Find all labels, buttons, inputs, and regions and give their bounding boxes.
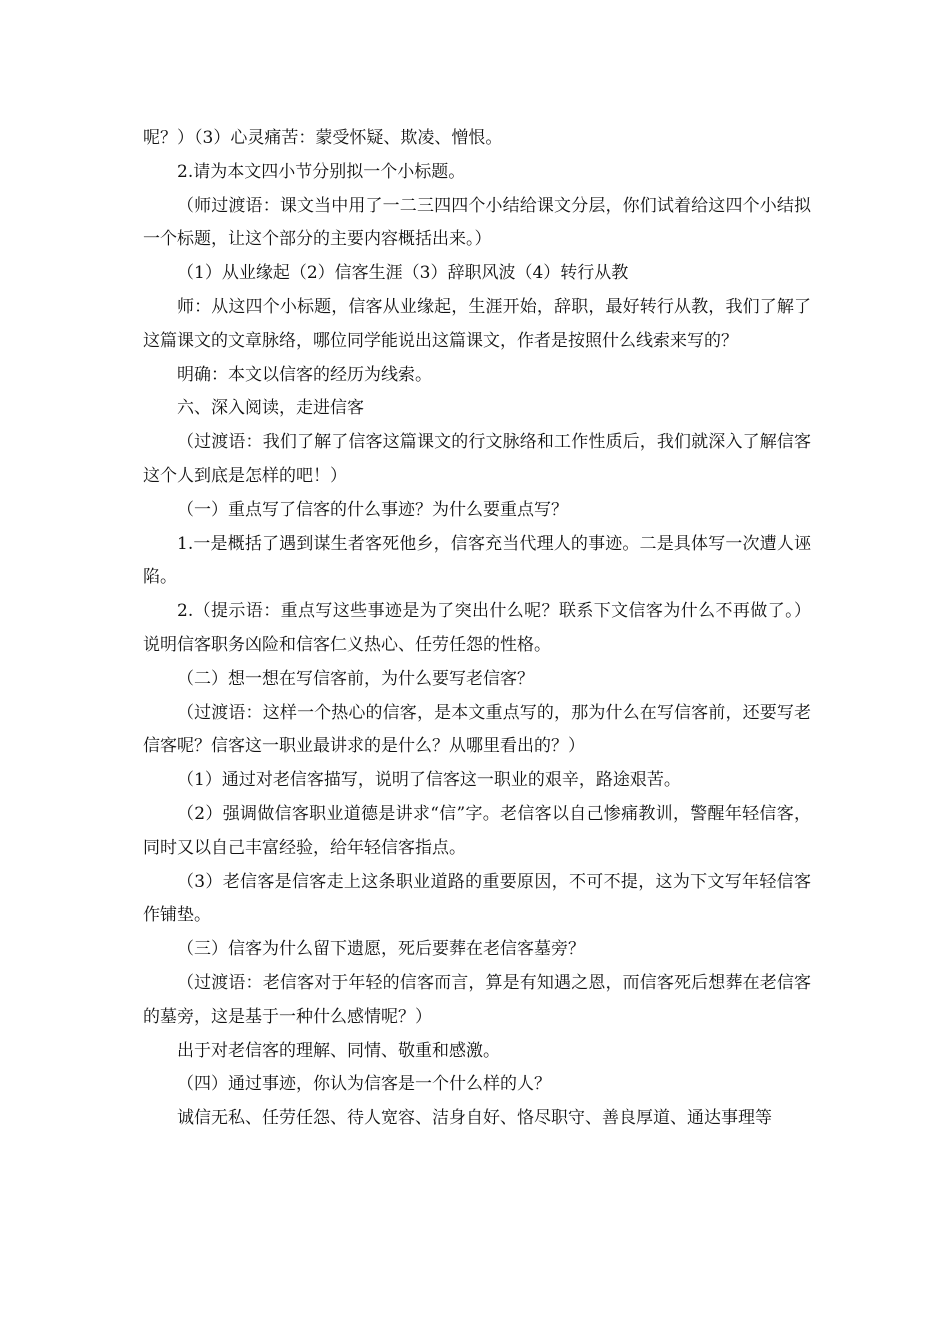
point-2: （2）强调做信客职业道德是讲求“信”字。老信客以自己惨痛教训，警醒年轻信客，同时又以自己丰富经验，给年轻信客指点。 — [143, 803, 811, 858]
document-body — [143, 122, 811, 1136]
answer-4: 诚信无私、任劳任怨、待人宽容、洁身自好、恪尽职守、善良厚道、通达事理等 — [177, 1108, 772, 1129]
teacher-transition-1: （师过渡语：课文当中用了一二三四四个小结给课文分层，你们试着给这四个小结拟一个标题，让这个部分的主要内容概括出来。） — [143, 195, 811, 250]
clarification: 明确：本文以信客的经历为线索。 — [177, 364, 432, 385]
question-part-2: （二）想一想在写信客前，为什么要写老信客？ — [177, 668, 534, 689]
question-2: 2.请为本文四小节分别拟一个小标题。 — [177, 161, 466, 182]
paragraph-continuation: 呢？）（3）心灵痛苦：蒙受怀疑、欺凌、憎恨。 — [143, 128, 503, 148]
point-1: （1）通过对老信客描写，说明了信客这一职业的艰辛，路途艰苦。 — [177, 770, 681, 791]
transition-2: （过渡语：我们了解了信客这篇课文的行文脉络和工作性质后，我们就深入了解信客这个人到底是怎样的吧！） — [143, 432, 811, 486]
answer-1: 1.一是概括了遇到谋生者客死他乡，信客充当代理人的事迹。二是具体写一次遭人诬陷。 — [143, 533, 811, 588]
question-part-3: （三）信客为什么留下遗愿，死后要葬在老信客墓旁？ — [177, 939, 585, 960]
answer-3: 出于对老信客的理解、同情、敬重和感激。 — [177, 1040, 500, 1061]
transition-3: （过渡语：这样一个热心的信客，是本文重点写的，那为什么在写信客前，还要写老信客呢？信客这一职业最讲求的是什么？从哪里看出的？） — [143, 702, 811, 757]
answer-2: 2.（提示语：重点写这些事迹是为了突出什么呢？联系下文信客为什么不再做了。）说明信客职务凶险和信客仁义热心、任劳任怨的性格。 — [143, 601, 811, 655]
transition-4: （过渡语：老信客对于年轻的信客而言，算是有知遇之恩，而信客死后想葬在老信客的墓旁，这是基于一种什么感情呢？） — [143, 972, 811, 1027]
question-part-4: （四）通过事迹，你认为信客是一个什么样的人？ — [177, 1074, 551, 1095]
point-3: （3）老信客是信客走上这条职业道路的重要原因，不可不提，这为下文写年轻信客作铺垫。 — [143, 871, 811, 926]
subtitle-list: （1）从业缘起（2）信客生涯（3）辞职风波（4）转行从教 — [177, 263, 629, 284]
section-heading-6: 六、深入阅读，走进信客 — [177, 398, 364, 419]
question-part-1: （一）重点写了信客的什么事迹？为什么要重点写？ — [177, 499, 568, 520]
teacher-remark: 师：从这四个小标题，信客从业缘起，生涯开始，辞职，最好转行从教，我们了解了这篇课文的文章脉络，哪位同学能说出这篇课文，作者是按照什么线索来写的？ — [143, 296, 811, 351]
